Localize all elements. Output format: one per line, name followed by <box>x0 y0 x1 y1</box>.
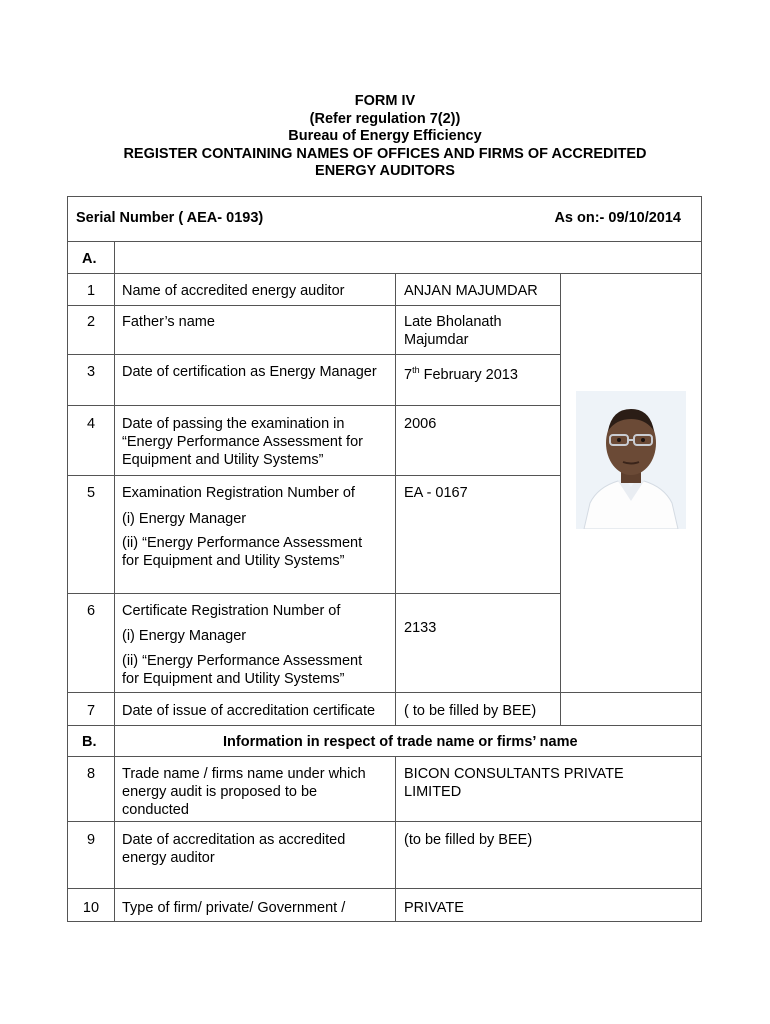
field-label: Date of certification as Energy Manager <box>122 364 377 380</box>
divider <box>68 593 561 594</box>
value-month-year: February 2013 <box>419 366 518 383</box>
field-sub-item <box>122 652 362 688</box>
field-label: Type of firm/ private/ Government / <box>122 900 346 916</box>
value-day: 7 <box>404 366 413 383</box>
field-sub-item: (i) Energy Manager <box>122 628 247 644</box>
row-number: 8 <box>86 766 96 782</box>
section-b-label: B. <box>82 734 97 750</box>
field-line: “Energy Performance Assessment for <box>122 434 363 450</box>
field-line: Date of accreditation as accredited <box>122 832 346 848</box>
row-number: 6 <box>86 603 96 619</box>
as-on-date: As on:- 09/10/2014 <box>554 210 681 226</box>
divider <box>68 888 701 889</box>
field-line: energy audit is proposed to be <box>122 784 318 800</box>
row-number: 10 <box>82 900 100 916</box>
issue-date-value: ( to be filled by BEE) <box>404 703 537 719</box>
row-number: 1 <box>86 283 96 299</box>
form-header <box>0 93 770 181</box>
divider <box>560 273 561 725</box>
serial-number: Serial Number ( AEA- 0193) <box>76 210 264 226</box>
field-label: Date of issue of accreditation certificate <box>122 703 376 719</box>
field-line: Trade name / firms name under which <box>122 766 366 782</box>
field-label: Certificate Registration Number of <box>122 603 341 619</box>
field-line: (ii) “Energy Performance Assessment <box>122 653 363 669</box>
exam-registration-value: EA - 0167 <box>404 485 468 501</box>
row-number: 7 <box>86 703 96 719</box>
value-line: LIMITED <box>404 784 462 800</box>
field-label <box>122 765 366 819</box>
divider <box>68 725 701 726</box>
divider <box>68 405 561 406</box>
divider <box>395 756 396 921</box>
field-sub-item <box>122 534 362 570</box>
value-suffix: th <box>412 365 420 375</box>
auditor-photo <box>576 391 686 529</box>
portrait-image <box>576 391 686 529</box>
field-label <box>122 415 363 469</box>
register-title-line1: REGISTER CONTAINING NAMES OF OFFICES AND FIRMS OF ACCREDITED <box>123 145 647 162</box>
field-line: energy auditor <box>122 850 215 866</box>
divider <box>68 354 561 355</box>
value-line: BICON CONSULTANTS PRIVATE <box>404 766 624 782</box>
auditor-name-value: ANJAN MAJUMDAR <box>404 283 538 299</box>
field-line: Equipment and Utility Systems” <box>122 452 324 468</box>
form-title: FORM IV <box>354 93 416 109</box>
row-number: 3 <box>86 364 96 380</box>
register-title-line2: ENERGY AUDITORS <box>315 163 455 179</box>
field-line: (ii) “Energy Performance Assessment <box>122 535 363 551</box>
divider <box>68 821 701 822</box>
divider <box>68 241 701 242</box>
field-label: Father’s name <box>122 314 215 330</box>
firm-type-value: PRIVATE <box>404 900 464 916</box>
divider <box>395 273 396 725</box>
divider <box>68 756 701 757</box>
certificate-registration-value: 2133 <box>404 620 437 636</box>
accreditation-date-value: (to be filled by BEE) <box>404 832 533 848</box>
exam-year-value: 2006 <box>404 416 437 432</box>
field-label <box>122 831 345 867</box>
divider <box>68 692 701 693</box>
divider <box>68 305 561 306</box>
certification-date-value <box>404 361 518 384</box>
value-line: Majumdar <box>404 332 469 348</box>
regulation-ref: (Refer regulation 7(2)) <box>309 110 461 127</box>
row-number: 4 <box>86 416 96 432</box>
field-line: conducted <box>122 802 189 818</box>
row-number: 9 <box>86 832 96 848</box>
divider <box>68 475 561 476</box>
section-a-label: A. <box>82 251 97 267</box>
field-line: Date of passing the examination in <box>122 416 345 432</box>
field-sub-item: (i) Energy Manager <box>122 511 247 527</box>
section-b-title: Information in respect of trade name or firms’ name <box>223 734 578 750</box>
value-line: Late Bholanath <box>404 314 502 330</box>
field-line: for Equipment and Utility Systems” <box>122 671 345 687</box>
field-label: Examination Registration Number of <box>122 485 355 501</box>
row-number: 2 <box>86 314 96 330</box>
field-label: Name of accredited energy auditor <box>122 283 345 299</box>
field-line: for Equipment and Utility Systems” <box>122 553 345 569</box>
row-number: 5 <box>86 485 96 501</box>
accreditation-form-table <box>67 196 702 922</box>
divider <box>114 241 115 921</box>
father-name-value <box>404 313 502 349</box>
bureau-name: Bureau of Energy Efficiency <box>288 128 482 144</box>
firm-name-value <box>404 765 624 801</box>
divider <box>68 273 701 274</box>
